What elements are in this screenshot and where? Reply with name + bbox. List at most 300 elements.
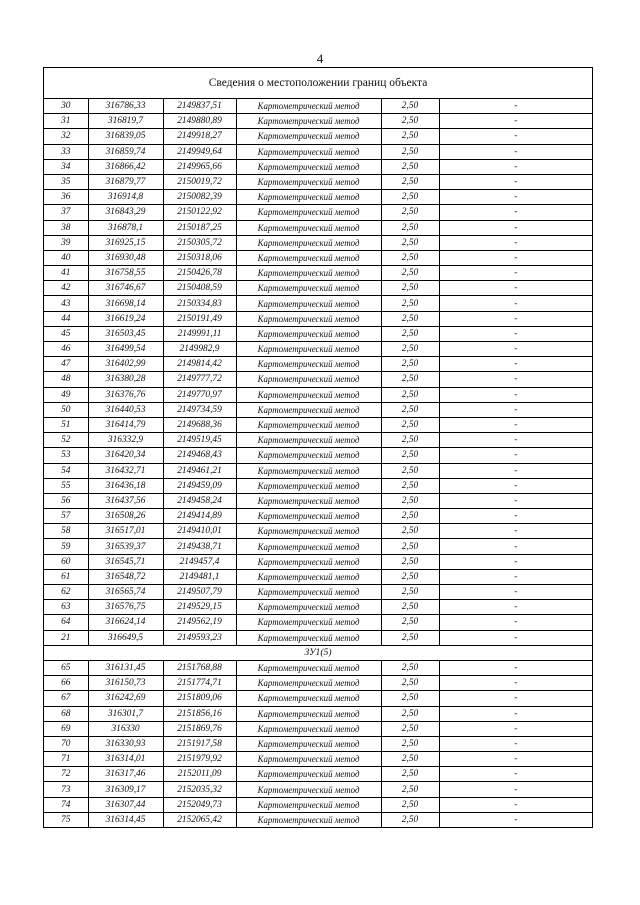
table-row — [44, 782, 592, 797]
point-number-cell: 44 — [44, 311, 88, 326]
x-coordinate-cell: 316314,01 — [88, 752, 163, 767]
y-coordinate-cell: 2150019,72 — [163, 174, 236, 189]
x-coordinate-cell: 316503,45 — [88, 326, 163, 341]
y-coordinate-cell: 2150426,78 — [163, 266, 236, 281]
table-row — [44, 342, 592, 357]
description-cell: - — [439, 342, 592, 357]
description-cell: - — [439, 524, 592, 539]
x-coordinate-cell: 316440,53 — [88, 402, 163, 417]
table-row — [44, 539, 592, 554]
x-coordinate-cell: 316698,14 — [88, 296, 163, 311]
table-row — [44, 509, 592, 524]
accuracy-cell: 2,50 — [381, 114, 439, 129]
x-coordinate-cell: 316131,45 — [88, 660, 163, 675]
table-row — [44, 524, 592, 539]
x-coordinate-cell: 316565,74 — [88, 585, 163, 600]
description-cell: - — [439, 812, 592, 827]
accuracy-cell: 2,50 — [381, 721, 439, 736]
point-number-cell: 61 — [44, 569, 88, 584]
point-number-cell: 21 — [44, 630, 88, 645]
table-body-part-a — [44, 99, 592, 645]
x-coordinate-cell: 316517,01 — [88, 524, 163, 539]
method-cell: Картометрический метод — [236, 387, 381, 402]
point-number-cell: 53 — [44, 448, 88, 463]
accuracy-cell: 2,50 — [381, 569, 439, 584]
y-coordinate-cell: 2151917,58 — [163, 736, 236, 751]
x-coordinate-cell: 316330,93 — [88, 736, 163, 751]
point-number-cell: 50 — [44, 402, 88, 417]
description-cell: - — [439, 433, 592, 448]
y-coordinate-cell: 2149414,89 — [163, 509, 236, 524]
table-body-part-b — [44, 660, 592, 827]
table-row — [44, 463, 592, 478]
accuracy-cell: 2,50 — [381, 736, 439, 751]
method-cell: Картометрический метод — [236, 585, 381, 600]
x-coordinate-cell: 316414,79 — [88, 417, 163, 432]
method-cell: Картометрический метод — [236, 706, 381, 721]
x-coordinate-cell: 316307,44 — [88, 797, 163, 812]
accuracy-cell: 2,50 — [381, 281, 439, 296]
method-cell: Картометрический метод — [236, 311, 381, 326]
x-coordinate-cell: 316859,74 — [88, 144, 163, 159]
method-cell: Картометрический метод — [236, 357, 381, 372]
y-coordinate-cell: 2150187,25 — [163, 220, 236, 235]
table-row — [44, 326, 592, 341]
accuracy-cell: 2,50 — [381, 554, 439, 569]
method-cell: Картометрический метод — [236, 402, 381, 417]
method-cell: Картометрический метод — [236, 676, 381, 691]
description-cell: - — [439, 129, 592, 144]
point-number-cell: 32 — [44, 129, 88, 144]
method-cell: Картометрический метод — [236, 220, 381, 235]
method-cell: Картометрический метод — [236, 174, 381, 189]
method-cell: Картометрический метод — [236, 159, 381, 174]
accuracy-cell: 2,50 — [381, 493, 439, 508]
y-coordinate-cell: 2149458,24 — [163, 493, 236, 508]
table-row — [44, 190, 592, 205]
accuracy-cell: 2,50 — [381, 417, 439, 432]
description-cell: - — [439, 99, 592, 114]
x-coordinate-cell: 316150,73 — [88, 676, 163, 691]
description-cell: - — [439, 615, 592, 630]
y-coordinate-cell: 2149529,15 — [163, 600, 236, 615]
x-coordinate-cell: 316330 — [88, 721, 163, 736]
description-cell: - — [439, 660, 592, 675]
method-cell: Картометрический метод — [236, 190, 381, 205]
description-cell: - — [439, 478, 592, 493]
point-number-cell: 30 — [44, 99, 88, 114]
description-cell: - — [439, 266, 592, 281]
table-row — [44, 767, 592, 782]
table-row — [44, 311, 592, 326]
x-coordinate-cell: 316436,18 — [88, 478, 163, 493]
y-coordinate-cell: 2149410,01 — [163, 524, 236, 539]
table-row — [44, 797, 592, 812]
y-coordinate-cell: 2149688,36 — [163, 417, 236, 432]
point-number-cell: 74 — [44, 797, 88, 812]
table-row — [44, 585, 592, 600]
table-row — [44, 220, 592, 235]
x-coordinate-cell: 316242,69 — [88, 691, 163, 706]
y-coordinate-cell: 2149468,43 — [163, 448, 236, 463]
y-coordinate-cell: 2149461,21 — [163, 463, 236, 478]
y-coordinate-cell: 2151856,16 — [163, 706, 236, 721]
table-row — [44, 478, 592, 493]
table-row — [44, 448, 592, 463]
table-title: Сведения о местоположении границ объекта — [44, 68, 592, 99]
table-row — [44, 266, 592, 281]
method-cell: Картометрический метод — [236, 342, 381, 357]
method-cell: Картометрический метод — [236, 144, 381, 159]
method-cell: Картометрический метод — [236, 736, 381, 751]
description-cell: - — [439, 736, 592, 751]
table-row — [44, 554, 592, 569]
point-number-cell: 68 — [44, 706, 88, 721]
y-coordinate-cell: 2152011,09 — [163, 767, 236, 782]
y-coordinate-cell: 2149562,19 — [163, 615, 236, 630]
x-coordinate-cell: 316545,71 — [88, 554, 163, 569]
method-cell: Картометрический метод — [236, 554, 381, 569]
y-coordinate-cell: 2150408,59 — [163, 281, 236, 296]
x-coordinate-cell: 316758,55 — [88, 266, 163, 281]
table-row — [44, 174, 592, 189]
coordinates-table — [44, 99, 592, 828]
description-cell: - — [439, 220, 592, 235]
accuracy-cell: 2,50 — [381, 812, 439, 827]
accuracy-cell: 2,50 — [381, 706, 439, 721]
point-number-cell: 66 — [44, 676, 88, 691]
description-cell: - — [439, 539, 592, 554]
x-coordinate-cell: 316649,5 — [88, 630, 163, 645]
point-number-cell: 54 — [44, 463, 88, 478]
method-cell: Картометрический метод — [236, 281, 381, 296]
y-coordinate-cell: 2149965,66 — [163, 159, 236, 174]
point-number-cell: 31 — [44, 114, 88, 129]
description-cell: - — [439, 235, 592, 250]
point-number-cell: 75 — [44, 812, 88, 827]
description-cell: - — [439, 509, 592, 524]
x-coordinate-cell: 316420,34 — [88, 448, 163, 463]
y-coordinate-cell: 2152035,32 — [163, 782, 236, 797]
description-cell: - — [439, 159, 592, 174]
x-coordinate-cell: 316879,77 — [88, 174, 163, 189]
y-coordinate-cell: 2150082,39 — [163, 190, 236, 205]
y-coordinate-cell: 2149459,09 — [163, 478, 236, 493]
description-cell: - — [439, 205, 592, 220]
table-row — [44, 812, 592, 827]
accuracy-cell: 2,50 — [381, 676, 439, 691]
accuracy-cell: 2,50 — [381, 159, 439, 174]
method-cell: Картометрический метод — [236, 250, 381, 265]
accuracy-cell: 2,50 — [381, 99, 439, 114]
point-number-cell: 69 — [44, 721, 88, 736]
point-number-cell: 71 — [44, 752, 88, 767]
point-number-cell: 36 — [44, 190, 88, 205]
description-cell: - — [439, 767, 592, 782]
point-number-cell: 55 — [44, 478, 88, 493]
point-number-cell: 72 — [44, 767, 88, 782]
x-coordinate-cell: 316843,29 — [88, 205, 163, 220]
method-cell: Картометрический метод — [236, 448, 381, 463]
accuracy-cell: 2,50 — [381, 190, 439, 205]
accuracy-cell: 2,50 — [381, 433, 439, 448]
point-number-cell: 42 — [44, 281, 88, 296]
table-row — [44, 205, 592, 220]
table-row — [44, 114, 592, 129]
point-number-cell: 46 — [44, 342, 88, 357]
accuracy-cell: 2,50 — [381, 205, 439, 220]
x-coordinate-cell: 316839,05 — [88, 129, 163, 144]
accuracy-cell: 2,50 — [381, 129, 439, 144]
point-number-cell: 56 — [44, 493, 88, 508]
description-cell: - — [439, 417, 592, 432]
x-coordinate-cell: 316866,42 — [88, 159, 163, 174]
y-coordinate-cell: 2149949,64 — [163, 144, 236, 159]
accuracy-cell: 2,50 — [381, 402, 439, 417]
x-coordinate-cell: 316317,46 — [88, 767, 163, 782]
point-number-cell: 47 — [44, 357, 88, 372]
x-coordinate-cell: 316432,71 — [88, 463, 163, 478]
y-coordinate-cell: 2149438,71 — [163, 539, 236, 554]
y-coordinate-cell: 2149770,97 — [163, 387, 236, 402]
table-row — [44, 493, 592, 508]
y-coordinate-cell: 2149507,79 — [163, 585, 236, 600]
method-cell: Картометрический метод — [236, 615, 381, 630]
point-number-cell: 63 — [44, 600, 88, 615]
y-coordinate-cell: 2149918,27 — [163, 129, 236, 144]
y-coordinate-cell: 2149814,42 — [163, 357, 236, 372]
y-coordinate-cell: 2149457,4 — [163, 554, 236, 569]
description-cell: - — [439, 357, 592, 372]
point-number-cell: 43 — [44, 296, 88, 311]
method-cell: Картометрический метод — [236, 114, 381, 129]
method-cell: Картометрический метод — [236, 433, 381, 448]
y-coordinate-cell: 2151809,06 — [163, 691, 236, 706]
method-cell: Картометрический метод — [236, 509, 381, 524]
method-cell: Картометрический метод — [236, 569, 381, 584]
y-coordinate-cell: 2150318,06 — [163, 250, 236, 265]
section-header — [44, 645, 592, 660]
description-cell: - — [439, 752, 592, 767]
table-row — [44, 144, 592, 159]
point-number-cell: 67 — [44, 691, 88, 706]
description-cell: - — [439, 706, 592, 721]
table-row — [44, 372, 592, 387]
description-cell: - — [439, 281, 592, 296]
y-coordinate-cell: 2149991,11 — [163, 326, 236, 341]
method-cell: Картометрический метод — [236, 600, 381, 615]
method-cell: Картометрический метод — [236, 767, 381, 782]
y-coordinate-cell: 2149593,23 — [163, 630, 236, 645]
point-number-cell: 35 — [44, 174, 88, 189]
accuracy-cell: 2,50 — [381, 797, 439, 812]
method-cell: Картометрический метод — [236, 524, 381, 539]
accuracy-cell: 2,50 — [381, 342, 439, 357]
point-number-cell: 52 — [44, 433, 88, 448]
method-cell: Картометрический метод — [236, 782, 381, 797]
description-cell: - — [439, 448, 592, 463]
point-number-cell: 34 — [44, 159, 88, 174]
page-number: 4 — [316, 51, 324, 66]
accuracy-cell: 2,50 — [381, 174, 439, 189]
accuracy-cell: 2,50 — [381, 372, 439, 387]
method-cell: Картометрический метод — [236, 630, 381, 645]
method-cell: Картометрический метод — [236, 266, 381, 281]
description-cell: - — [439, 493, 592, 508]
description-cell: - — [439, 691, 592, 706]
accuracy-cell: 2,50 — [381, 660, 439, 675]
y-coordinate-cell: 2149982,9 — [163, 342, 236, 357]
table-row — [44, 706, 592, 721]
x-coordinate-cell: 316746,67 — [88, 281, 163, 296]
x-coordinate-cell: 316380,28 — [88, 372, 163, 387]
y-coordinate-cell: 2152065,42 — [163, 812, 236, 827]
table-row — [44, 721, 592, 736]
x-coordinate-cell: 316309,17 — [88, 782, 163, 797]
description-cell: - — [439, 296, 592, 311]
y-coordinate-cell: 2150334,83 — [163, 296, 236, 311]
point-number-cell: 70 — [44, 736, 88, 751]
x-coordinate-cell: 316930,48 — [88, 250, 163, 265]
accuracy-cell: 2,50 — [381, 630, 439, 645]
description-cell: - — [439, 600, 592, 615]
accuracy-cell: 2,50 — [381, 767, 439, 782]
table-row — [44, 569, 592, 584]
accuracy-cell: 2,50 — [381, 387, 439, 402]
point-number-cell: 39 — [44, 235, 88, 250]
accuracy-cell: 2,50 — [381, 250, 439, 265]
table-row — [44, 433, 592, 448]
boundary-table-container — [43, 67, 593, 828]
table-row — [44, 630, 592, 645]
point-number-cell: 64 — [44, 615, 88, 630]
table-row — [44, 402, 592, 417]
point-number-cell: 48 — [44, 372, 88, 387]
method-cell: Картометрический метод — [236, 205, 381, 220]
y-coordinate-cell: 2152049,73 — [163, 797, 236, 812]
table-row — [44, 235, 592, 250]
method-cell: Картометрический метод — [236, 478, 381, 493]
point-number-cell: 65 — [44, 660, 88, 675]
point-number-cell: 37 — [44, 205, 88, 220]
point-number-cell: 40 — [44, 250, 88, 265]
point-number-cell: 60 — [44, 554, 88, 569]
description-cell: - — [439, 797, 592, 812]
y-coordinate-cell: 2151768,88 — [163, 660, 236, 675]
description-cell: - — [439, 311, 592, 326]
y-coordinate-cell: 2151774,71 — [163, 676, 236, 691]
y-coordinate-cell: 2151979,92 — [163, 752, 236, 767]
y-coordinate-cell: 2149734,59 — [163, 402, 236, 417]
y-coordinate-cell: 2149519,45 — [163, 433, 236, 448]
description-cell: - — [439, 114, 592, 129]
x-coordinate-cell: 316539,37 — [88, 539, 163, 554]
description-cell: - — [439, 554, 592, 569]
accuracy-cell: 2,50 — [381, 615, 439, 630]
table-row — [44, 281, 592, 296]
accuracy-cell: 2,50 — [381, 539, 439, 554]
description-cell: - — [439, 630, 592, 645]
x-coordinate-cell: 316402,99 — [88, 357, 163, 372]
point-number-cell: 57 — [44, 509, 88, 524]
table-row — [44, 129, 592, 144]
point-number-cell: 41 — [44, 266, 88, 281]
table-row — [44, 691, 592, 706]
accuracy-cell: 2,50 — [381, 357, 439, 372]
method-cell: Картометрический метод — [236, 326, 381, 341]
description-cell: - — [439, 782, 592, 797]
method-cell: Картометрический метод — [236, 372, 381, 387]
description-cell: - — [439, 250, 592, 265]
accuracy-cell: 2,50 — [381, 326, 439, 341]
y-coordinate-cell: 2149837,51 — [163, 99, 236, 114]
y-coordinate-cell: 2150191,49 — [163, 311, 236, 326]
description-cell: - — [439, 144, 592, 159]
method-cell: Картометрический метод — [236, 721, 381, 736]
x-coordinate-cell: 316786,33 — [88, 99, 163, 114]
accuracy-cell: 2,50 — [381, 220, 439, 235]
method-cell: Картометрический метод — [236, 752, 381, 767]
table-row — [44, 752, 592, 767]
x-coordinate-cell: 316508,26 — [88, 509, 163, 524]
description-cell: - — [439, 463, 592, 478]
table-row — [44, 600, 592, 615]
x-coordinate-cell: 316332,9 — [88, 433, 163, 448]
x-coordinate-cell: 316437,56 — [88, 493, 163, 508]
table-row — [44, 736, 592, 751]
point-number-cell: 62 — [44, 585, 88, 600]
table-row — [44, 615, 592, 630]
method-cell: Картометрический метод — [236, 812, 381, 827]
description-cell: - — [439, 326, 592, 341]
method-cell: Картометрический метод — [236, 129, 381, 144]
table-row — [44, 660, 592, 675]
y-coordinate-cell: 2149777,72 — [163, 372, 236, 387]
point-number-cell: 45 — [44, 326, 88, 341]
point-number-cell: 49 — [44, 387, 88, 402]
method-cell: Картометрический метод — [236, 691, 381, 706]
description-cell: - — [439, 721, 592, 736]
accuracy-cell: 2,50 — [381, 144, 439, 159]
table-row — [44, 387, 592, 402]
accuracy-cell: 2,50 — [381, 509, 439, 524]
accuracy-cell: 2,50 — [381, 296, 439, 311]
x-coordinate-cell: 316499,54 — [88, 342, 163, 357]
accuracy-cell: 2,50 — [381, 311, 439, 326]
description-cell: - — [439, 676, 592, 691]
x-coordinate-cell: 316819,7 — [88, 114, 163, 129]
x-coordinate-cell: 316548,72 — [88, 569, 163, 584]
accuracy-cell: 2,50 — [381, 235, 439, 250]
accuracy-cell: 2,50 — [381, 478, 439, 493]
y-coordinate-cell: 2149880,89 — [163, 114, 236, 129]
y-coordinate-cell: 2151869,76 — [163, 721, 236, 736]
accuracy-cell: 2,50 — [381, 448, 439, 463]
accuracy-cell: 2,50 — [381, 691, 439, 706]
section-row — [44, 645, 592, 660]
table-row — [44, 417, 592, 432]
x-coordinate-cell: 316914,8 — [88, 190, 163, 205]
method-cell: Картометрический метод — [236, 493, 381, 508]
y-coordinate-cell: 2150305,72 — [163, 235, 236, 250]
point-number-cell: 33 — [44, 144, 88, 159]
description-cell: - — [439, 372, 592, 387]
method-cell: Картометрический метод — [236, 235, 381, 250]
accuracy-cell: 2,50 — [381, 266, 439, 281]
table-row — [44, 99, 592, 114]
method-cell: Картометрический метод — [236, 463, 381, 478]
method-cell: Картометрический метод — [236, 99, 381, 114]
